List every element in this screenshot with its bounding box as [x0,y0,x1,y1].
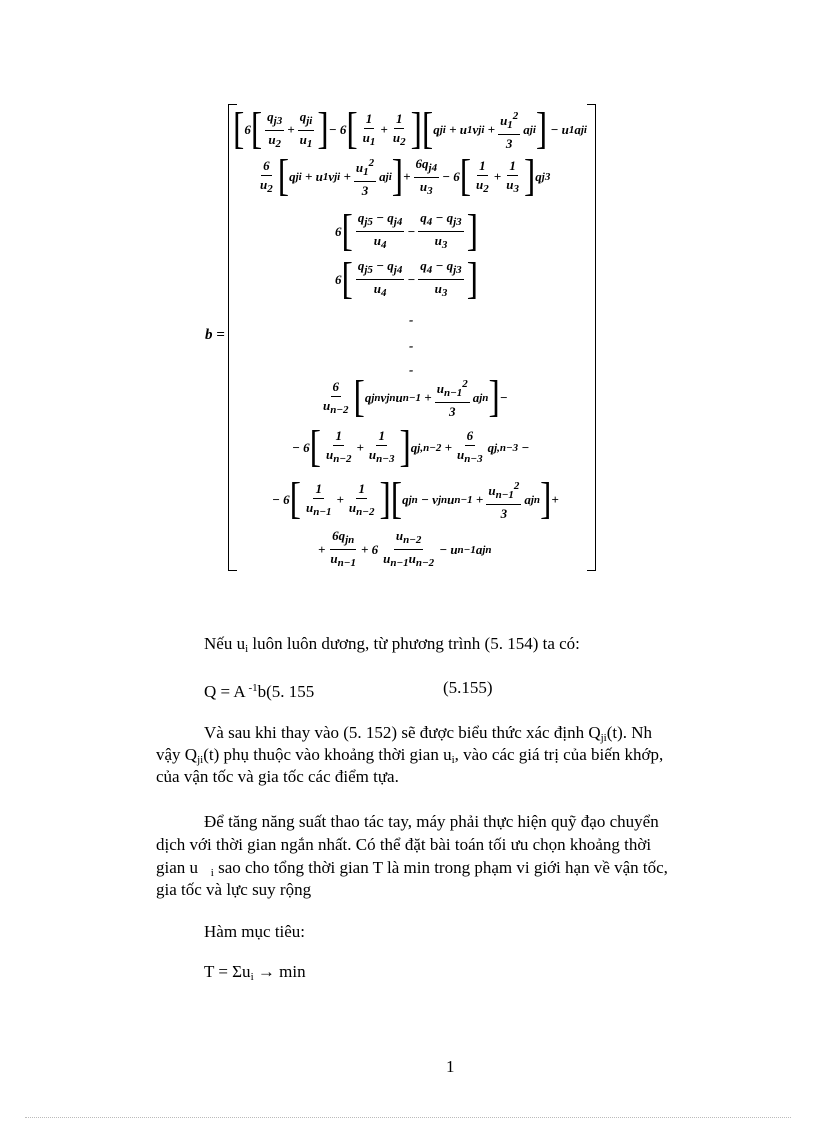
equation-number: (5.155) [443,678,493,697]
matrix-row-3: 6 [ $\frac{q_{j5} - q_{j4}}{u_4}$ − $\frac{q_4 - q_{j3}}{u_3}$ ] [335,206,479,255]
matrix-row-4: 6 [ $\frac{q_{j5} - q_{j4}}{u_4}$ − $\frac{q_4 - q_{j3}}{u_3}$ ] [335,254,479,303]
equation-5-155: Q = A $^{-1}$b(5. 155 [204,682,315,701]
matrix-row-7: − 6 [ $\frac{1}{u_{n-1}}$ + $\frac{1}{u_{n-2}}$ ][ q jn − v jn u n−1 + $\frac{u_{n-1}^2}{3}$ a jn ] + [272,475,559,524]
paragraph-3-line-1: Và sau khi thay vào (5. 152) sẽ được biểu thức xác định $Q_{ji}(t)$. Nh [204,723,653,744]
matrix-row-8: + $\frac{6q_{jn}}{u_{n-1}}$ + 6 $\frac{u_{n-2}}{u_{n-1}u_{n-2}}$ − u n−1 a jn [318,528,492,569]
paragraph-1: Nếu $u_i$ luôn luôn dương, từ phương trình (5. 154) ta có: [204,634,580,655]
matrix-left-bracket [228,104,237,571]
matrix-ellipsis-2: - [409,338,414,353]
paragraph-4-line-1: Để tăng năng suất thao tác tay, máy phải thực hiện quỹ đạo chuyển [204,812,659,831]
paragraph-5: Hàm mục tiêu: [204,922,306,941]
paragraph-4-line-3: gian u $_i$ sao cho tổng thời gian T là min trong phạm vi giới hạn về vận tốc, [156,858,668,879]
matrix-row-6: − 6 [ $\frac{1}{u_{n-2}}$ + $\frac{1}{u_{n-3}}$ ] q j,n−2 + $\frac{6}{u_{n-3}}$ q j,n−3 − [292,422,530,471]
matrix-right-bracket [587,104,596,571]
page-divider [25,1117,791,1118]
paragraph-3-line-2: vậy $Q_{ji}(t)$ phụ thuộc vào khoảng thời gian $u_i$, vào các giá trị của biến khớp, [156,745,664,766]
matrix-row-5: $\frac{6}{u_{n-2}}$ [ q jn v jn u n−1 + $\frac{u_{n-1}^2}{3}$ a jn ] − [323,373,508,422]
page-number: 1 [446,1057,455,1076]
matrix-ellipsis-3: - [409,362,414,377]
paragraph-3-line-3: của vận tốc và gia tốc các điểm tựa. [156,767,399,786]
equation-lhs: b = [205,327,225,343]
matrix-row-1: [ 6 [ $\frac{q_{j3}}{u_2}$ + $\frac{q_{ji}}{u_1}$ ] − 6 [ $\frac{1}{u_1}$ + $\frac{1}{u_2}$ ][ q ji + u 1 v ji + $\frac{u_1^2}{3}$ a ji ] − u 1 a ji [233,105,587,154]
objective-function: $T = \Sigma u_i \to \min$ [204,962,306,983]
paragraph-4-line-4: gia tốc và lực suy rộng [156,880,312,899]
matrix-ellipsis-1: - [409,312,414,327]
paragraph-4-line-2: dịch với thời gian ngắn nhất. Có thể đặt bài toán tối ưu chọn khoảng thời [156,835,652,854]
matrix-row-2: $\frac{6}{u_2}$ [ q ji + u 1 v ji + $\frac{u_1^2}{3}$ a ji ] + $\frac{6q_{j4}}{u_3}$ − 6 [ $\frac{1}{u_2}$ + $\frac{1}{u_3}$ ] q j3 [260,152,551,201]
